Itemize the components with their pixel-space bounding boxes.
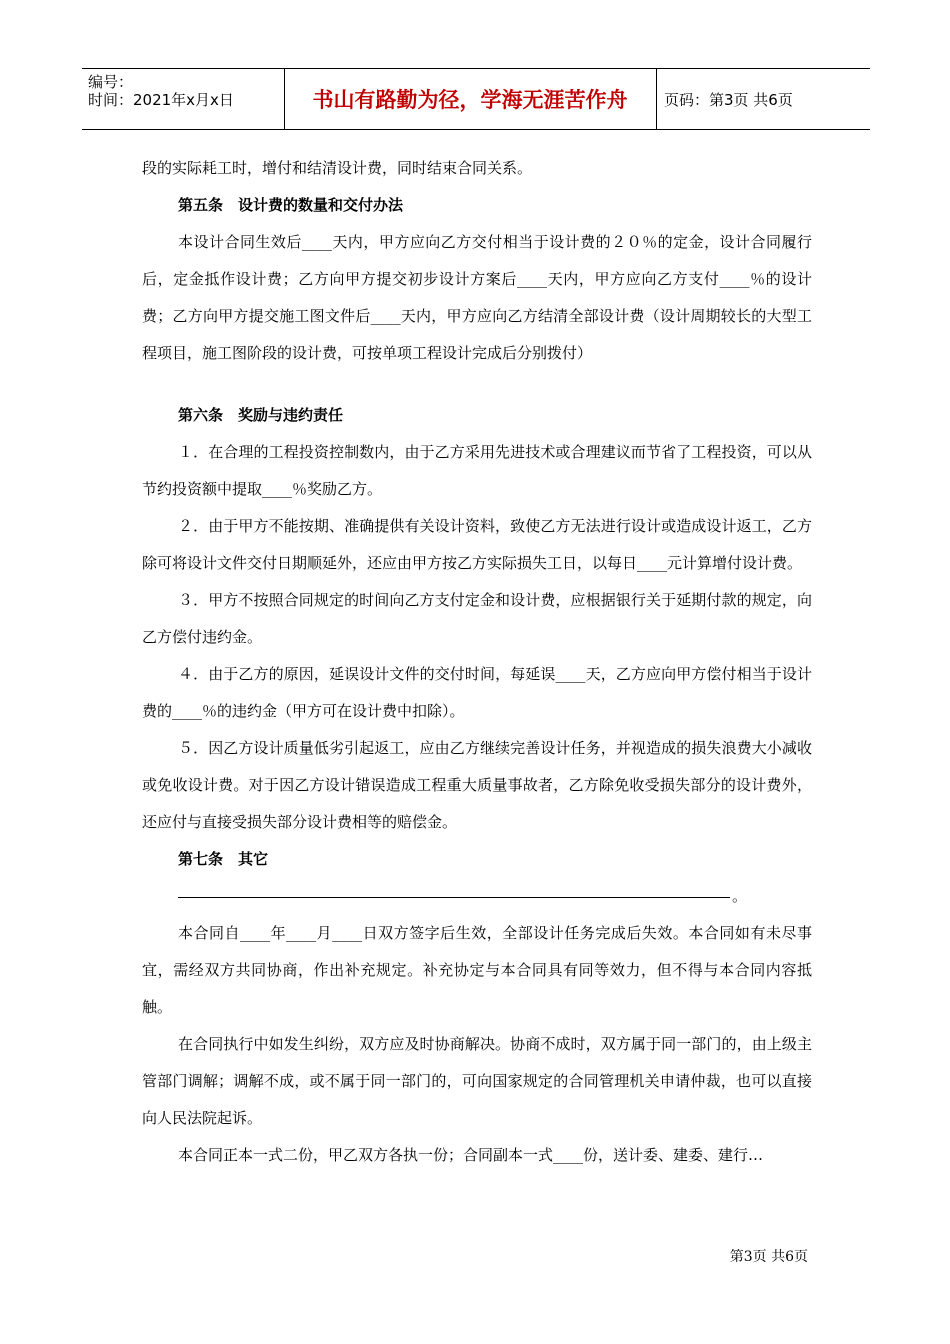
document-body [142,150,812,1174]
article-6-heading: 第六条 奖励与违约责任 [178,406,344,424]
document-date-label: 时间：2021年x月x日 [88,91,234,109]
list-item: ５．因乙方设计质量低劣引起返工，应由乙方继续完善设计任务，并视造成的损失浪费大小减收或免收设计费。对于因乙方设计错误造成工程重大质量事故者，乙方除免收受损失部分的设计费外，还应付与直接受损失部分设计费相等的赔偿金。 [142,739,812,831]
document-number-label: 编号： [88,73,134,91]
list-item: １．在合理的工程投资控制数内，由于乙方采用先进技术或合理建议而节省了工程投资，可以从节约投资额中提取____％奖励乙方。 [142,443,812,498]
line-end-punctuation: 。 [732,887,748,905]
paragraph: 在合同执行中如发生纠纷，双方应及时协商解决。协商不成时，双方属于同一部门的，由上级主管部门调解；调解不成，或不属于同一部门的，可向国家规定的合同管理机关申请仲裁，也可以直接向人民法院起诉。 [142,1035,812,1127]
underline [178,897,730,898]
header-page-info: 页码：第3页 共6页 [664,90,793,109]
article-7-heading: 第七条 其它 [178,850,269,868]
header-meta [88,69,284,129]
list-item: ３．甲方不按照合同规定的时间向乙方支付定金和设计费，应根据银行关于延期付款的规定，向乙方偿付违约金。 [142,591,812,646]
header-motto: 书山有路勤为径，学海无涯苦作舟 [312,88,628,112]
paragraph: 本合同自____年____月____日双方签字后生效，全部设计任务完成后失效。本合同如有未尽事宜，需经双方共同协商，作出补充规定。补充协定与本合同具有同等效力，但不得与本合同内容抵触。 [142,924,812,1016]
list-item: ２．由于甲方不能按期、准确提供有关设计资料，致使乙方无法进行设计或造成设计返工，乙方除可将设计文件交付日期顺延外，还应由甲方按乙方实际损失工日，以每日____元计算增付设计费。 [142,517,812,572]
paragraph: 段的实际耗工时，增付和结清设计费，同时结束合同关系。 [142,159,533,177]
spacer [142,372,812,397]
paragraph: 本设计合同生效后____天内，甲方应向乙方交付相当于设计费的２０％的定金，设计合同履行后，定金抵作设计费；乙方向甲方提交初步设计方案后____天内，甲方应向乙方支付____％的设计费；乙方向甲方提交施工图文件后____天内，甲方应向乙方结清全部设计费（设计周期较长的大型工程项目，施工图阶段的设计费，可按单项工程设计完成后分别拨付） [142,233,812,362]
page-footer: 第3页 共6页 [729,1249,808,1265]
page-header [82,68,870,130]
article-5-heading: 第五条 设计费的数量和交付办法 [178,196,404,214]
header-divider [656,69,657,129]
list-item: ４．由于乙方的原因，延误设计文件的交付时间，每延误____天，乙方应向甲方偿付相当于设计费的____％的违约金（甲方可在设计费中扣除）。 [142,665,812,720]
blank-fill-line [178,878,812,915]
paragraph: 本合同正本一式二份，甲乙双方各执一份；合同副本一式____份，送计委、建委、建行… [178,1146,764,1164]
